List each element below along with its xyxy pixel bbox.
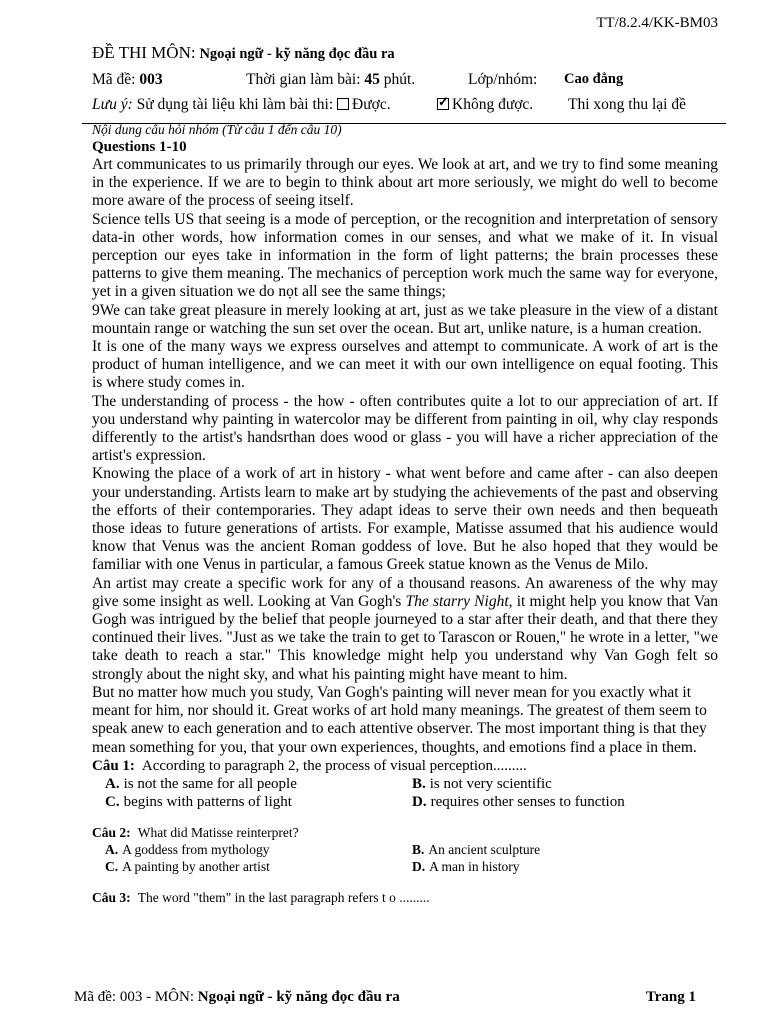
footer-code: Mã đề: 003 - MÔN: — [74, 989, 194, 1005]
allowed-checkbox[interactable] — [337, 98, 349, 110]
q2-option-b[interactable]: B. An ancient sculpture — [412, 841, 541, 857]
question-2-options — [92, 841, 718, 875]
passage-paragraph-2: Science tells US that seeing is a mode of perception, or the recognition and interpretation of sensory data-in other words, how information comes in our senses, and what we make of it. In visual perception our eyes take in information in the form of light patterns; the brain processes these patterns to give them meaning. The mechanics of perception work much the same way for everyone, yet in a given situation we do nọt all see the same things; — [92, 210, 718, 301]
allowed-label: Được. — [352, 96, 391, 113]
question-1-options — [92, 775, 718, 811]
form-code: TT/8.2.4/KK-BM03 — [596, 15, 718, 31]
exam-content — [92, 122, 718, 906]
question-2: Câu 2: What did Matisse reinterpret? — [92, 824, 299, 840]
code-field: Mã đề: 003 — [92, 71, 163, 88]
footer-subject: Ngoại ngữ - kỹ năng đọc đầu ra — [197, 989, 400, 1005]
not-allowed-checkbox[interactable] — [437, 98, 449, 110]
note-text: Sử dụng tài liệu khi làm bài thi: — [136, 96, 334, 113]
q1-option-b[interactable]: B. is not very scientific — [412, 775, 552, 792]
time-field: Thời gian làm bài: 45 phút. — [246, 71, 416, 88]
q1-option-d[interactable]: D. requires other senses to function — [412, 793, 625, 810]
questions-heading: Questions 1-10 — [92, 139, 187, 155]
class-value: Cao đẳng — [564, 71, 624, 87]
passage-paragraph-5: The understanding of process - the how - often contributes quite a lot to our appreciation of art. If you understand why painting in watercolor may be different from painting in oil, why clay responds differently to the artist's handsrthan does wood or glass - you will have a richer appreciation of the artist's expression. — [92, 392, 718, 465]
exam-title — [92, 43, 395, 63]
page-footer — [74, 989, 696, 1006]
exam-label: ĐỀ THI MÔN: — [92, 43, 196, 62]
question-1: Câu 1: According to paragraph 2, the process of visual perception......... — [92, 757, 527, 774]
code-value: 003 — [139, 71, 163, 88]
q1-option-a[interactable]: A. is not the same for all people — [105, 775, 297, 792]
q2-option-a[interactable]: A. A goddess from mythology — [105, 841, 270, 857]
exam-subject: Ngoại ngữ - kỹ năng đọc đầu ra — [199, 46, 395, 62]
passage-paragraph-8: But no matter how much you study, Van Gogh's painting will never mean for you exactly what it meant for him, nor should it. Great works of art hold many meanings. The greatest of them seem to speak anew to each generation and to each attentive observer. The most important thing is that they mean something for you, that your own experiences, thoughts, and emotions find a place in them. — [92, 683, 707, 756]
class-label: Lớp/nhóm: — [468, 71, 538, 88]
q2-option-c[interactable]: C. A painting by another artist — [105, 858, 270, 874]
painting-title: The starry Night, — [405, 592, 513, 610]
q1-option-c[interactable]: C. begins with patterns of light — [105, 793, 292, 810]
question-3: Câu 3: The word "them" in the last paragraph refers t o ......... — [92, 889, 430, 905]
note-label: Lưu ý: — [92, 96, 133, 113]
passage-paragraph-1: Art communicates to us primarily through our eyes. We look at art, and we try to find some meaning in the experience. If we are to begin to think about art more seriously, we might do well to become more aware of the process of seeing itself. — [92, 156, 718, 210]
collect-note: Thi xong thu lại đề — [568, 96, 686, 113]
group-label: Nội dung câu hỏi nhóm (Từ câu 1 đến câu 10) — [92, 122, 342, 137]
not-allowed-label: Không được. — [452, 96, 534, 113]
page-number: Trang 1 — [645, 989, 696, 1005]
time-value: 45 — [364, 71, 380, 88]
passage-paragraph-3: 9We can take great pleasure in merely looking at art, just as we take pleasure in the view of a distant mountain range or watching the sun set over the ocean. But art, unlike nature, is a human creation. — [92, 301, 718, 337]
passage-paragraph-7: An artist may create a specific work for any of a thousand reasons. An awareness of the why may give some insight as well. Looking at Van Gogh's The starry Night, it might help you know that Van Gogh was intrigued by the belief that people journeyed to a star after their death, and that there they continued their lives. "Just as we take the train to get to Tarascon or Rouen," he wrote in a letter, "we take death to reach a star." This knowledge might help you understand why Van Gogh felt so strongly about the night sky, and what his painting might have meant to him. — [92, 574, 719, 683]
passage-paragraph-4: It is one of the many ways we express ourselves and attempt to communicate. A work of art is the product of human intelligence, and we can meet it with our own intelligence on equal footing. This is where study comes in. — [92, 338, 718, 392]
q2-option-d[interactable]: D. A man in history — [412, 858, 520, 874]
passage-paragraph-6: Knowing the place of a work of art in history - what went before and came after - can also deepen your understanding. Artists learn to make art by studying the achievements of the past and observing the efforts of their contemporaries. They adapt ideas to serve their own needs and then bequeath those ideas to future generations of artists. For example, Matisse assumed that his audience would know that Venus was the ancient Roman goddess of love. But he also hoped that they would be familiar with one Venus in particular, a famous Greek statue known as the Venus de Milo. — [92, 465, 718, 574]
